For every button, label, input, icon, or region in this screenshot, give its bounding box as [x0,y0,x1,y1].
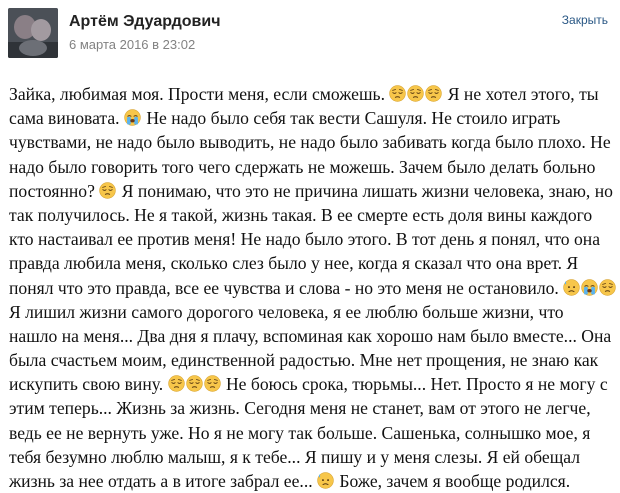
post-header [0,0,620,68]
text-line [9,130,613,154]
text-line [9,106,613,130]
downcast-sweat-face-icon [317,472,334,489]
text-line [9,469,613,493]
text-segment: ведь ее не вернуть уже. Но я не могу так больше. Сашенька, солнышко мое, я [9,422,591,443]
pensive-face-icon [168,375,185,392]
text-segment: правда любила меня, сколько слез было у нее, когда я сказал что она врет. Я [9,253,579,274]
text-segment: была счастьем моим, единственной радостью. Мне нет прощения, не знаю как [9,350,599,371]
text-segment: кто настаивал ее против меня! Не надо было этого. В тот день я понял, что она [9,229,601,250]
post-text [9,82,613,493]
text-line [9,396,613,420]
text-segment: сама виновата. [9,108,124,129]
close-button[interactable]: Закрыть [561,13,608,27]
text-segment: искупить свою вину. [9,374,168,395]
pensive-face-icon [425,85,442,102]
text-line [9,300,613,324]
downcast-sweat-face-icon [563,279,580,296]
post-date[interactable]: 6 марта 2016 в 23:02 [69,37,196,52]
pensive-face-icon [599,279,616,296]
pensive-face-icon [99,182,116,199]
text-segment: постоянно? [9,180,100,201]
avatar[interactable] [8,8,58,58]
text-segment: нашло на меня... Два дня я плачу, вспоминая как хорошо нам было вместе... Она [9,325,612,346]
text-line [9,82,613,106]
text-segment: жизнь за нее отдать а в итоге забрал ее... [9,471,318,491]
crying-face-icon [124,109,141,126]
text-line [9,227,613,251]
text-line [9,445,613,469]
text-line [9,324,613,348]
author-name[interactable]: Артём Эдуардович [69,13,221,30]
crying-face-icon [581,279,598,296]
text-line [9,155,613,179]
text-segment: чувствами, не надо было выводить, не надо было забивать когда было плохо. Не [9,132,611,153]
text-segment: так получилось. Не я такой, жизнь такая. В ее смерте есть доля вины каждого [9,204,593,225]
text-segment: этим теперь... Жизнь за жизнь. Сегодня меня не станет, вам от этого не легче, [9,398,591,419]
text-line [9,179,613,203]
text-line [9,251,613,275]
text-line [9,421,613,445]
text-segment: Не боюсь срока, тюрьмы... Нет. Просто я не могу с [221,374,608,395]
pensive-face-icon [204,375,221,392]
text-segment: Зайка, любимая моя. Прости меня, если сможешь. [9,84,390,104]
text-segment: Я не хотел этого, ты [443,84,599,104]
pensive-face-icon [186,375,203,392]
text-segment: Я лишил жизни самого дорогого человека, я ее люблю больше жизни, что [9,301,564,322]
text-line [9,372,613,396]
pensive-face-icon [389,85,406,102]
text-segment: надо было говорить того чего сдержать не можешь. Зачем было делать больно [9,156,596,177]
text-line [9,276,613,300]
text-line [9,348,613,372]
text-segment: понял что это правда, все ее чувства и слова - но это меня не остановило. [9,277,564,298]
text-segment: Не надо было себя так вести Сашуля. Не стоило играть [141,108,561,129]
text-segment: Боже, зачем я вообще родился. [335,471,571,491]
text-segment: тебя безумно люблю малыш, я к тебе... Я пишу и у меня слезы. Я ей обещал [9,446,580,467]
text-line [9,203,613,227]
pensive-face-icon [407,85,424,102]
text-segment: Я понимаю, что это не причина лишать жизни человека, знаю, но [117,180,613,201]
